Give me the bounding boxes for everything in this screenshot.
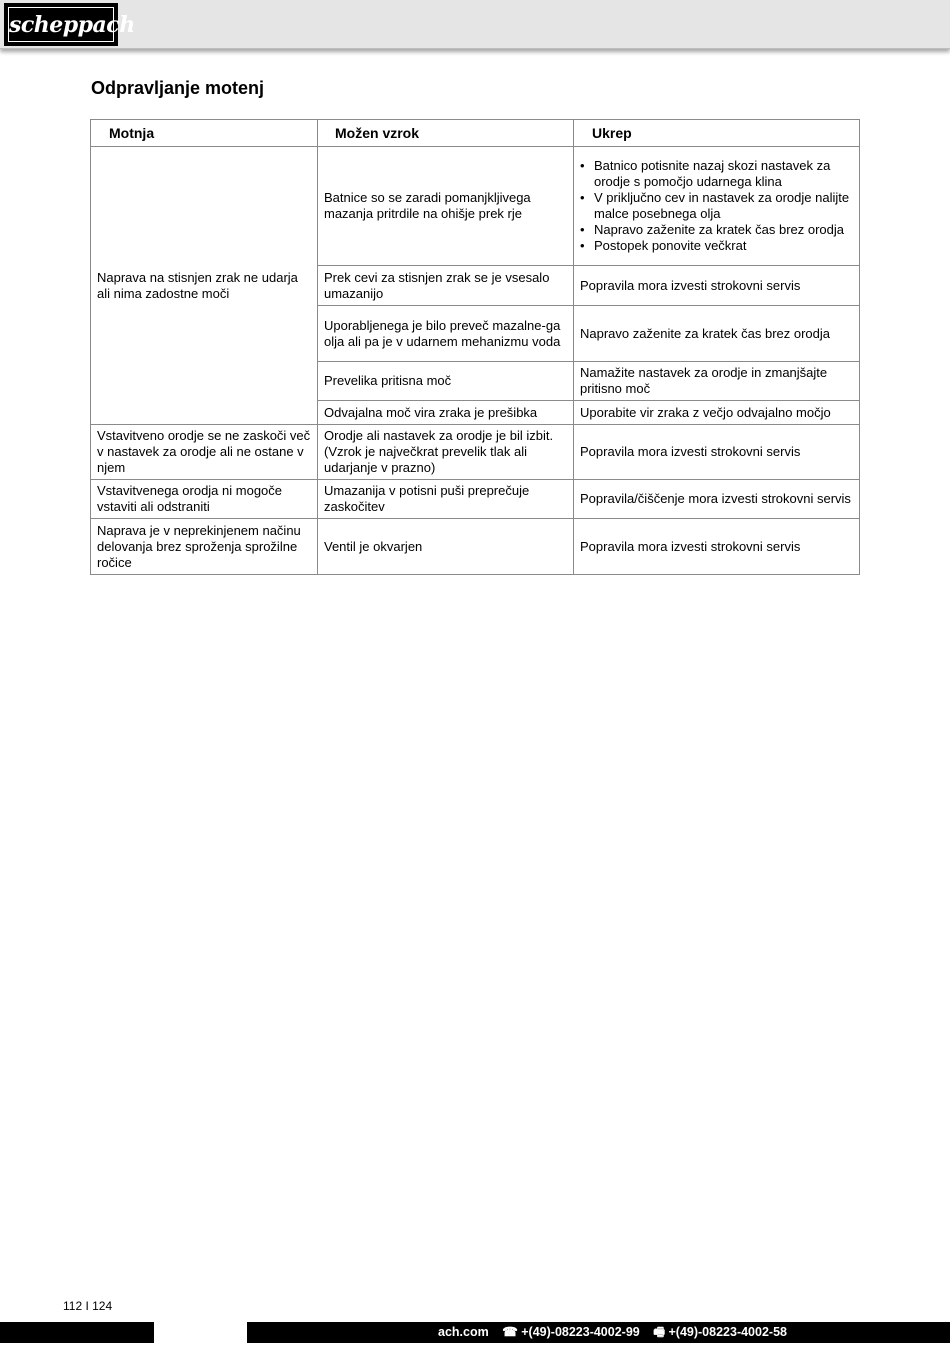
- list-item: • Napravo zaženite za kratek čas brez orodja: [580, 222, 845, 237]
- footer-website: ach.com: [438, 1325, 489, 1339]
- remedy-cell: Namažite nastavek za orodje in zmanjšajte pritisno moč: [574, 362, 860, 401]
- footer-fax: 🖷 +(49)-08223-4002-58: [653, 1325, 787, 1339]
- remedy-cell: Napravo zaženite za kratek čas brez orodja: [574, 306, 860, 362]
- cause-cell: Uporabljenega je bilo preveč mazalne-ga olja ali pa je v udarnem mehanizmu voda: [318, 306, 574, 362]
- table-row: [91, 519, 860, 575]
- table-row: [91, 147, 860, 266]
- logo-text: scheppach: [8, 7, 114, 42]
- problem-cell: Naprava na stisnjen zrak ne udarja ali nima zadostne moči: [91, 147, 318, 425]
- column-header-cause: Možen vzrok: [318, 120, 574, 147]
- cause-cell: Prevelika pritisna moč: [318, 362, 574, 401]
- remedy-cell: Popravila mora izvesti strokovni servis: [574, 266, 860, 306]
- table-header-row: [91, 120, 860, 147]
- remedy-cell: Popravila mora izvesti strokovni servis: [574, 425, 860, 480]
- problem-cell: Naprava je v neprekinjenem načinu delovanja brez sproženja sprožilne ročice: [91, 519, 318, 575]
- table-row: [91, 425, 860, 480]
- list-item: • Batnico potisnite nazaj skozi nastavek za orodje s pomočjo udarnega klina: [580, 158, 831, 189]
- problem-cell: Vstavitvenega orodja ni mogoče vstaviti ali odstraniti: [91, 480, 318, 519]
- cause-cell: Odvajalna moč vira zraka je prešibka: [318, 401, 574, 425]
- footer-contact: [438, 1322, 797, 1343]
- remedy-steps-list: [580, 158, 853, 254]
- cause-cell: Ventil je okvarjen: [318, 519, 574, 575]
- page-number: 112 I 124: [63, 1299, 113, 1313]
- cause-cell: Batnice so se zaradi pomanjkljivega mazanja pritrdile na ohišje prek rje: [318, 147, 574, 266]
- column-header-remedy: Ukrep: [574, 120, 860, 147]
- footer-phone: ☎ +(49)-08223-4002-99: [502, 1325, 640, 1339]
- scheppach-logo: [4, 3, 135, 46]
- footer-divider-block: [154, 1322, 247, 1343]
- page-title: Odpravljanje motenj: [91, 78, 265, 98]
- table-row: [91, 480, 860, 519]
- cause-cell: Prek cevi za stisnjen zrak se je vsesalo umazanijo: [318, 266, 574, 306]
- cause-cell: Umazanija v potisni puši preprečuje zaskočitev: [318, 480, 574, 519]
- page-header: [0, 0, 950, 49]
- column-header-fault: Motnja: [91, 120, 318, 147]
- remedy-cell: Uporabite vir zraka z večjo odvajalno močjo: [574, 401, 860, 425]
- cause-cell: Orodje ali nastavek za orodje je bil izbit. (Vzrok je največkrat prevelik tlak ali udarjanje v prazno): [318, 425, 574, 480]
- list-item: • V priključno cev in nastavek za orodje nalijte malce posebnega olja: [580, 190, 850, 221]
- remedy-cell: [574, 147, 860, 266]
- problem-cell: Vstavitveno orodje se ne zaskoči več v nastavek za orodje ali ne ostane v njem: [91, 425, 318, 480]
- remedy-cell: Popravila/čiščenje mora izvesti strokovni servis: [574, 480, 860, 519]
- remedy-cell: Popravila mora izvesti strokovni servis: [574, 519, 860, 575]
- page-footer: [0, 1322, 950, 1343]
- troubleshooting-table: [90, 119, 860, 575]
- list-item: • Postopek ponovite večkrat: [580, 238, 747, 253]
